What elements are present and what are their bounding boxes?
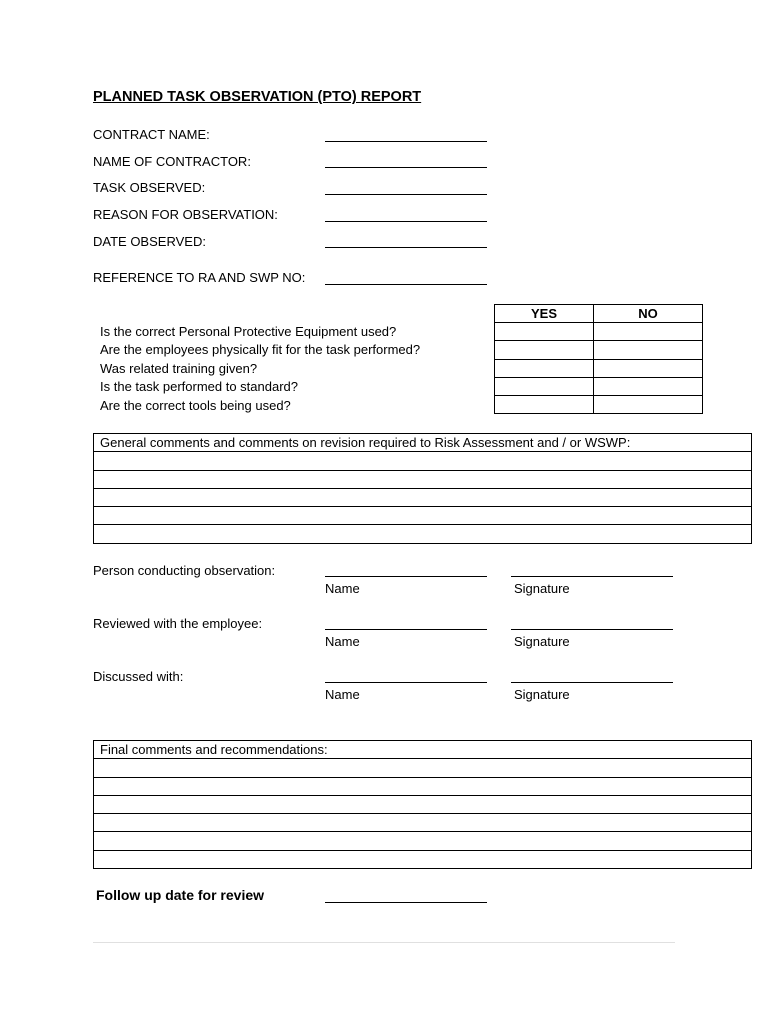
yes-cell[interactable] <box>495 323 594 341</box>
comment-line[interactable] <box>94 488 752 506</box>
reviewed-name-field[interactable] <box>325 629 487 630</box>
contractor-name-field[interactable] <box>325 167 487 168</box>
task-observed-field[interactable] <box>325 194 487 195</box>
comment-line[interactable] <box>94 759 752 777</box>
reviewed-label: Reviewed with the employee: <box>93 616 263 631</box>
contractor-name-label: NAME OF CONTRACTOR: <box>93 154 251 169</box>
signature-caption: Signature <box>514 634 570 649</box>
signature-caption: Signature <box>514 687 570 702</box>
name-caption: Name <box>325 581 360 596</box>
yes-cell[interactable] <box>495 396 594 414</box>
page-title: PLANNED TASK OBSERVATION (PTO) REPORT <box>93 89 422 105</box>
person-conducting-signature-field[interactable] <box>511 576 673 577</box>
yes-cell[interactable] <box>495 377 594 395</box>
reason-label: REASON FOR OBSERVATION: <box>93 207 278 222</box>
comment-line[interactable] <box>94 452 752 470</box>
discussed-signature-field[interactable] <box>511 682 673 683</box>
contract-name-field[interactable] <box>325 141 487 142</box>
discussed-label: Discussed with: <box>93 669 184 684</box>
reason-field[interactable] <box>325 221 487 222</box>
comment-line[interactable] <box>94 470 752 488</box>
footer-divider <box>93 942 675 943</box>
comment-line[interactable] <box>94 795 752 813</box>
name-caption: Name <box>325 687 360 702</box>
yes-no-table <box>494 304 703 414</box>
discussed-name-field[interactable] <box>325 682 487 683</box>
comment-line[interactable] <box>94 814 752 832</box>
date-observed-label: DATE OBSERVED: <box>93 234 206 249</box>
date-observed-field[interactable] <box>325 247 487 248</box>
name-caption: Name <box>325 634 360 649</box>
no-cell[interactable] <box>594 359 703 377</box>
task-observed-label: TASK OBSERVED: <box>93 180 206 195</box>
question-tools: Are the correct tools being used? <box>100 398 291 413</box>
general-comments-box <box>93 433 752 544</box>
question-standard: Is the task performed to standard? <box>100 379 298 394</box>
comment-line[interactable] <box>94 525 752 543</box>
final-comments-box <box>93 740 752 869</box>
no-cell[interactable] <box>594 377 703 395</box>
no-cell[interactable] <box>594 341 703 359</box>
no-header: NO <box>594 305 703 323</box>
person-conducting-label: Person conducting observation: <box>93 563 276 578</box>
follow-up-date-field[interactable] <box>325 902 487 903</box>
comment-line[interactable] <box>94 832 752 850</box>
signature-caption: Signature <box>514 581 570 596</box>
reference-label: REFERENCE TO RA AND SWP NO: <box>93 270 306 285</box>
person-conducting-name-field[interactable] <box>325 576 487 577</box>
no-cell[interactable] <box>594 323 703 341</box>
comment-line[interactable] <box>94 777 752 795</box>
question-fitness: Are the employees physically fit for the task performed? <box>100 342 421 357</box>
no-cell[interactable] <box>594 396 703 414</box>
final-comments-heading: Final comments and recommendations: <box>94 741 752 759</box>
contract-name-label: CONTRACT NAME: <box>93 127 210 142</box>
yes-cell[interactable] <box>495 359 594 377</box>
reference-field[interactable] <box>325 284 487 285</box>
yes-header: YES <box>495 305 594 323</box>
general-comments-heading: General comments and comments on revision required to Risk Assessment and / or WSWP: <box>94 434 752 452</box>
reviewed-signature-field[interactable] <box>511 629 673 630</box>
question-training: Was related training given? <box>100 361 258 376</box>
yes-cell[interactable] <box>495 341 594 359</box>
comment-line[interactable] <box>94 850 752 868</box>
follow-up-label: Follow up date for review <box>96 887 265 903</box>
question-ppe: Is the correct Personal Protective Equipment used? <box>100 324 397 339</box>
comment-line[interactable] <box>94 507 752 525</box>
